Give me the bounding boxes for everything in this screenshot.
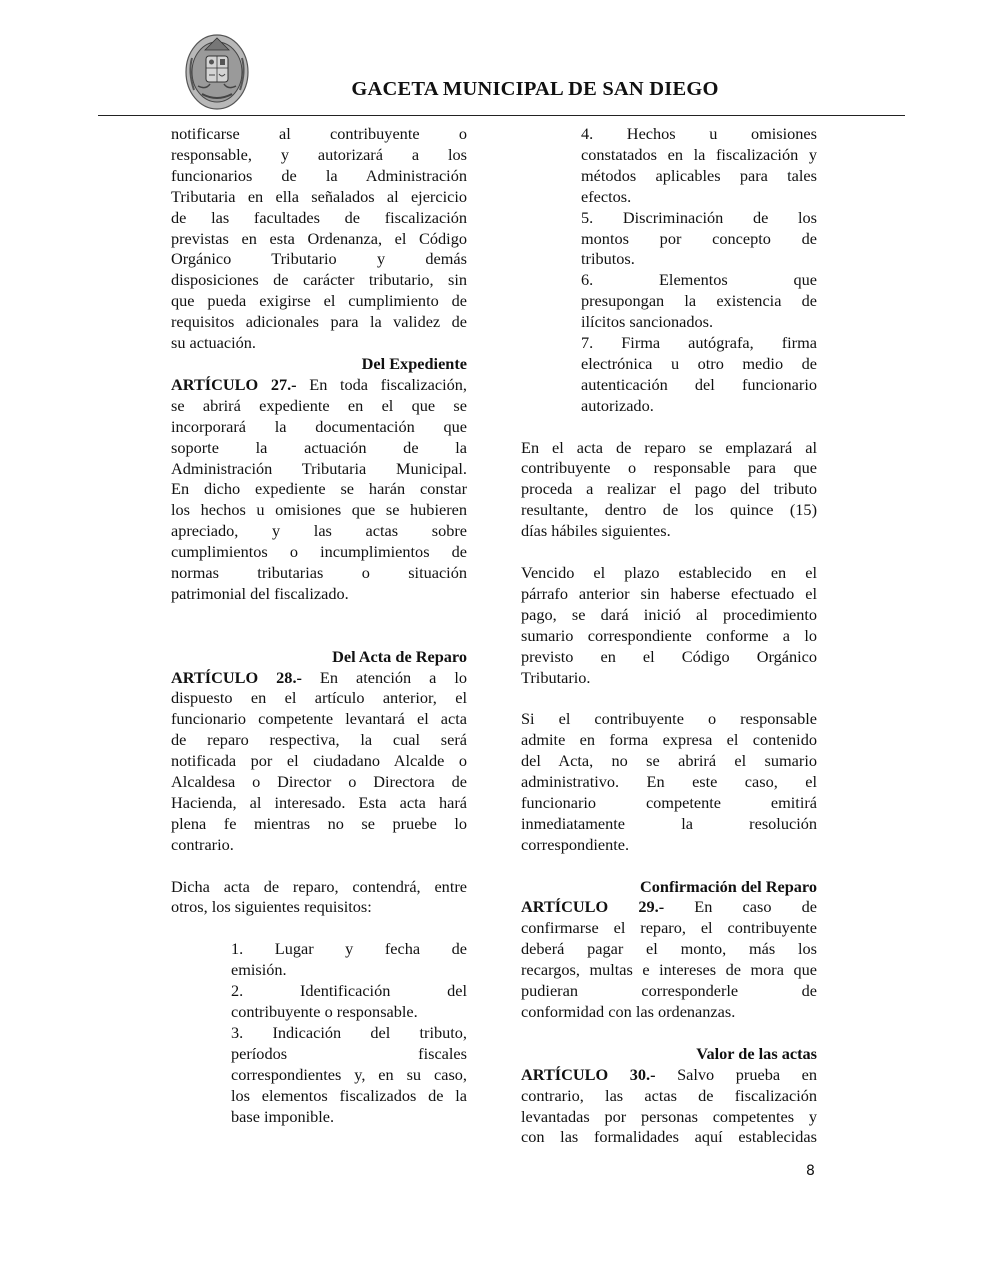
text-line: soporte la actuación de la (171, 437, 467, 457)
header-divider (98, 115, 905, 116)
paragraph-notificarse (171, 124, 467, 354)
text-line: Hacienda, al interesado. Esta acta hará (171, 792, 467, 812)
list-item: métodos aplicables para tales (581, 165, 817, 185)
text-line: su actuación. (171, 333, 256, 353)
article-text: En caso de (694, 897, 817, 917)
text-line: Tributario. (521, 667, 591, 687)
text-line (171, 375, 467, 396)
article-text: En atención a lo (319, 667, 467, 687)
list-item: electrónica u otro medio de (581, 353, 817, 373)
text-line: contribuyente o responsable para que (521, 458, 817, 478)
text-line: plena fe mientras no se pruebe lo (171, 813, 467, 833)
text-line: previstas en esta Ordenanza, el Código (171, 228, 467, 248)
text-line: En el acta de reparo se emplazará al (521, 437, 817, 457)
text-line: patrimonial del fiscalizado. (171, 583, 349, 603)
list-item: ilícitos sancionados. (581, 312, 714, 332)
text-line: incorporará la documentación que (171, 416, 467, 436)
list-item: 5. Discriminación de los (581, 207, 817, 227)
text-line (171, 668, 467, 689)
text-line: disposiciones de carácter tributario, sin (171, 270, 467, 290)
text-line: contrario, las actas de fiscalización (521, 1085, 817, 1105)
list-item: constatados en la fiscalización y (581, 144, 817, 164)
text-line: pudieran corresponderle de (521, 981, 817, 1001)
list-item: 3. Indicación del tributo, (231, 1022, 467, 1042)
left-column (171, 124, 467, 1127)
list-item: presupongan la existencia de (581, 291, 817, 311)
text-line: notificarse al contribuyente o (171, 124, 467, 143)
text-line: días hábiles siguientes. (521, 521, 671, 541)
article-27 (171, 375, 467, 605)
article-label: ARTÍCULO 27.- (171, 374, 297, 394)
text-line: del Acta, no se abrirá el sumario (521, 751, 817, 771)
text-line: levantadas por personas competentes y (521, 1106, 817, 1126)
list-item: contribuyente o responsable. (231, 1002, 418, 1021)
article-label: ARTÍCULO 30.- (521, 1064, 656, 1084)
text-line: requisitos adicionales para la validez de (171, 312, 467, 332)
text-line: pago, se dará inició al procedimiento (521, 604, 817, 624)
municipal-seal-icon (184, 28, 250, 112)
text-line: que pueda exigirse el cumplimiento de (171, 291, 467, 311)
list-item: autorizado. (581, 395, 654, 415)
paragraph-dicha-acta (171, 877, 467, 919)
requirements-list-continued (581, 124, 817, 417)
text-line: Vencido el plazo establecido en el (521, 563, 817, 582)
text-line: cumplimientos o incumplimientos de (171, 542, 467, 562)
text-line: de las facultades de fiscalización (171, 207, 467, 227)
text-line: correspondiente. (521, 834, 630, 854)
paragraph-si-el-contribuyente (521, 709, 817, 855)
text-line: inmediatamente la resolución (521, 813, 817, 833)
section-heading-acta-reparo: Del Acta de Reparo (332, 646, 467, 666)
article-28 (171, 668, 467, 856)
text-line: de reparo respectiva, la cual será (171, 730, 467, 750)
right-column (521, 124, 817, 1148)
list-item: 4. Hechos u omisiones (581, 124, 817, 143)
list-item: efectos. (581, 186, 632, 206)
list-item: autenticación del funcionario (581, 374, 817, 394)
article-text: Salvo prueba en (677, 1064, 817, 1084)
list-item: montos por concepto de (581, 228, 817, 248)
text-line (521, 897, 817, 918)
list-item: tributos. (581, 249, 635, 269)
text-line: Orgánico Tributario y demás (171, 249, 467, 269)
text-line: dispuesto en el artículo anterior, el (171, 688, 467, 708)
section-heading-valor-actas: Valor de las actas (696, 1043, 817, 1063)
gazette-title: GACETA MUNICIPAL DE SAN DIEGO (351, 78, 719, 100)
list-item: 2. Identificación del (231, 981, 467, 1001)
text-line: normas tributarias o situación (171, 563, 467, 583)
text-line: resultante, dentro de los quince (15) (521, 500, 817, 520)
list-item: los elementos fiscalizados de la (231, 1085, 467, 1105)
article-30 (521, 1065, 817, 1149)
text-line: recargos, multas e intereses de mora que (521, 960, 817, 980)
text-line: Alcaldesa o Director o Directora de (171, 772, 467, 792)
paragraph-vencido (521, 563, 817, 688)
text-line: conformidad con las ordenanzas. (521, 1002, 736, 1021)
text-line: notificada por el ciudadano Alcalde o (171, 751, 467, 771)
section-heading-confirmacion: Confirmación del Reparo (640, 876, 817, 896)
list-item: 7. Firma autógrafa, firma (581, 333, 817, 353)
text-line: se abrirá expediente en el que se (171, 395, 467, 415)
text-line: deberá pagar el monto, más los (521, 939, 817, 959)
text-line: Tributaria en ella señalados al ejercicio (171, 186, 467, 206)
article-label: ARTÍCULO 28.- (171, 667, 302, 687)
text-line: Administración Tributaria Municipal. (171, 458, 467, 478)
text-line: funcionario competente levantará el acta (171, 709, 467, 729)
list-item: 1. Lugar y fecha de (231, 939, 467, 959)
text-line: proceda a realizar el pago del tributo (521, 479, 817, 499)
article-text: En toda fiscalización, (309, 374, 468, 394)
list-item: base imponible. (231, 1106, 335, 1126)
page-number: 8 (806, 1163, 815, 1179)
text-line: funcionarios de la Administración (171, 165, 467, 185)
text-line: apreciado, y las actas sobre (171, 521, 467, 541)
text-line: contrario. (171, 834, 234, 854)
list-item: emisión. (231, 960, 287, 980)
paragraph-emplazara (521, 438, 817, 543)
text-line: previsto en el Código Orgánico (521, 646, 817, 666)
text-line: administrativo. En este caso, el (521, 772, 817, 792)
text-line: otros, los siguientes requisitos: (171, 897, 372, 917)
list-item: correspondientes y, en su caso, (231, 1064, 467, 1084)
text-line (521, 1065, 817, 1086)
text-line: sumario correspondiente conforme a lo (521, 625, 817, 645)
text-line: con las formalidades aquí establecidas (521, 1127, 817, 1147)
requirements-list (231, 939, 467, 1127)
list-item: 6. Elementos que (581, 270, 817, 290)
text-line: Dicha acta de reparo, contendrá, entre (171, 876, 467, 896)
text-line: admite en forma expresa el contenido (521, 730, 817, 750)
list-item: períodos fiscales (231, 1043, 467, 1063)
text-line: confirmarse el reparo, el contribuyente (521, 918, 817, 938)
text-line: párrafo anterior sin haberse efectuado el (521, 583, 817, 603)
text-line: Si el contribuyente o responsable (521, 709, 817, 729)
text-line: En dicho expediente se harán constar (171, 479, 467, 499)
text-line: funcionario competente emitirá (521, 792, 817, 812)
text-line: los hechos u omisiones que se hubieren (171, 500, 467, 520)
text-line: responsable, y autorizará a los (171, 144, 467, 164)
article-29 (521, 897, 817, 1022)
section-heading-expediente: Del Expediente (361, 353, 467, 373)
article-label: ARTÍCULO 29.- (521, 897, 665, 917)
